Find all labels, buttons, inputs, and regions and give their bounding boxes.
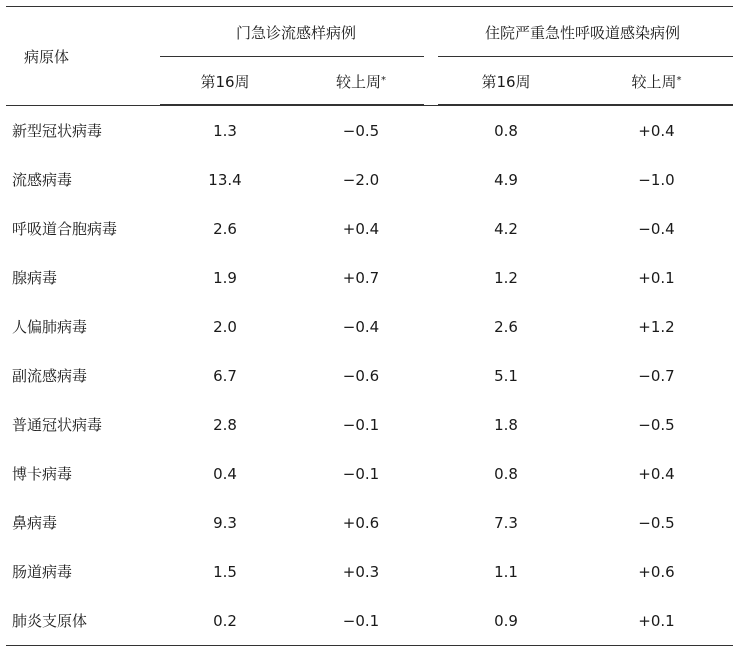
pathogen-name: 新型冠状病毒	[12, 122, 103, 140]
outpatient-week-value: 1.5	[213, 562, 237, 581]
pathogen-name: 博卡病毒	[12, 465, 73, 483]
outpatient-change-value: −0.1	[342, 464, 380, 483]
outpatient-change-value: −0.1	[342, 611, 380, 630]
pathogen-name: 鼻病毒	[12, 514, 58, 532]
inpatient-change-value: +0.4	[638, 121, 675, 140]
pathogen-header: 病原体	[6, 7, 160, 106]
table-row	[6, 596, 733, 646]
inpatient-week-value: 4.2	[494, 219, 518, 238]
pathogen-name: 呼吸道合胞病毒	[12, 220, 118, 238]
pathogen-name: 副流感病毒	[12, 367, 88, 385]
pathogen-name: 流感病毒	[12, 171, 73, 189]
outpatient-week-value: 0.4	[213, 464, 237, 483]
inpatient-change-value: −1.0	[638, 170, 675, 189]
outpatient-week-value: 13.4	[208, 170, 242, 189]
outpatient-week-value: 2.0	[213, 317, 237, 336]
inpatient-week-value: 0.8	[494, 121, 518, 140]
inpatient-week-value: 5.1	[494, 366, 518, 385]
inpatient-change-value: −0.5	[638, 513, 675, 532]
pathogen-name: 肺炎支原体	[12, 612, 88, 630]
pathogen-name: 腺病毒	[12, 269, 58, 287]
inpatient-change-label: 较上周	[631, 72, 677, 91]
outpatient-change-value: −0.1	[342, 415, 380, 434]
inpatient-week-value: 0.9	[494, 611, 518, 630]
outpatient-change-value: −0.6	[342, 366, 380, 385]
inpatient-week-value: 0.8	[494, 464, 518, 483]
outpatient-week-value: 2.6	[213, 219, 237, 238]
inpatient-change-value: +0.1	[638, 268, 675, 287]
outpatient-change-value: −0.4	[342, 317, 380, 336]
inpatient-change-value: +0.6	[638, 562, 675, 581]
pathogen-name: 人偏肺病毒	[12, 318, 88, 336]
inpatient-change-rule	[580, 104, 733, 105]
outpatient-change-value: +0.4	[342, 219, 380, 238]
outpatient-change-value: −0.5	[342, 121, 380, 140]
inpatient-change-value: −0.5	[638, 415, 675, 434]
outpatient-change-value: +0.6	[342, 513, 380, 532]
outpatient-week-value: 9.3	[213, 513, 237, 532]
outpatient-week-value: 2.8	[213, 415, 237, 434]
outpatient-change-rule	[290, 104, 424, 105]
table-row	[6, 498, 733, 547]
table-row	[6, 253, 733, 302]
table-row	[6, 351, 733, 400]
inpatient-change-header: 较上周 *	[580, 57, 733, 106]
pathogen-name: 普通冠状病毒	[12, 416, 103, 434]
outpatient-week-header	[160, 57, 290, 106]
outpatient-change-value: +0.7	[342, 268, 380, 287]
inpatient-week-value: 2.6	[494, 317, 518, 336]
outpatient-group-label: 门急诊流感样病例	[235, 23, 356, 42]
header-row-groups	[6, 7, 733, 58]
outpatient-change-header: 较上周 *	[290, 57, 432, 106]
inpatient-change-value: −0.4	[638, 219, 675, 238]
inpatient-week-header	[432, 57, 580, 106]
inpatient-week-value: 1.1	[494, 562, 518, 581]
outpatient-week-label: 第16周	[200, 72, 250, 91]
table-row	[6, 106, 733, 156]
outpatient-week-value: 1.9	[213, 268, 237, 287]
table-row	[6, 302, 733, 351]
inpatient-week-rule	[438, 104, 580, 105]
inpatient-change-value: +0.1	[638, 611, 675, 630]
outpatient-group-header	[160, 7, 432, 58]
inpatient-week-value: 1.2	[494, 268, 518, 287]
outpatient-change-label: 较上周	[335, 72, 381, 91]
table-row	[6, 547, 733, 596]
outpatient-change-value: +0.3	[342, 562, 380, 581]
inpatient-change-value: −0.7	[638, 366, 675, 385]
surveillance-table	[6, 6, 733, 646]
table-row	[6, 155, 733, 204]
outpatient-week-value: 1.3	[213, 121, 237, 140]
outpatient-week-value: 6.7	[213, 366, 237, 385]
outpatient-change-value: −2.0	[342, 170, 380, 189]
table-row	[6, 204, 733, 253]
inpatient-week-value: 7.3	[494, 513, 518, 532]
inpatient-group-label: 住院严重急性呼吸道感染病例	[484, 23, 680, 42]
table-body	[6, 106, 733, 646]
outpatient-week-rule	[160, 104, 290, 105]
inpatient-week-label: 第16周	[481, 72, 531, 91]
inpatient-group-header	[432, 7, 733, 58]
inpatient-change-value: +0.4	[638, 464, 675, 483]
inpatient-change-value: +1.2	[638, 317, 675, 336]
outpatient-week-value: 0.2	[213, 611, 237, 630]
table-row	[6, 449, 733, 498]
inpatient-week-value: 4.9	[494, 170, 518, 189]
table-row	[6, 400, 733, 449]
pathogen-name: 肠道病毒	[12, 563, 73, 581]
inpatient-week-value: 1.8	[494, 415, 518, 434]
